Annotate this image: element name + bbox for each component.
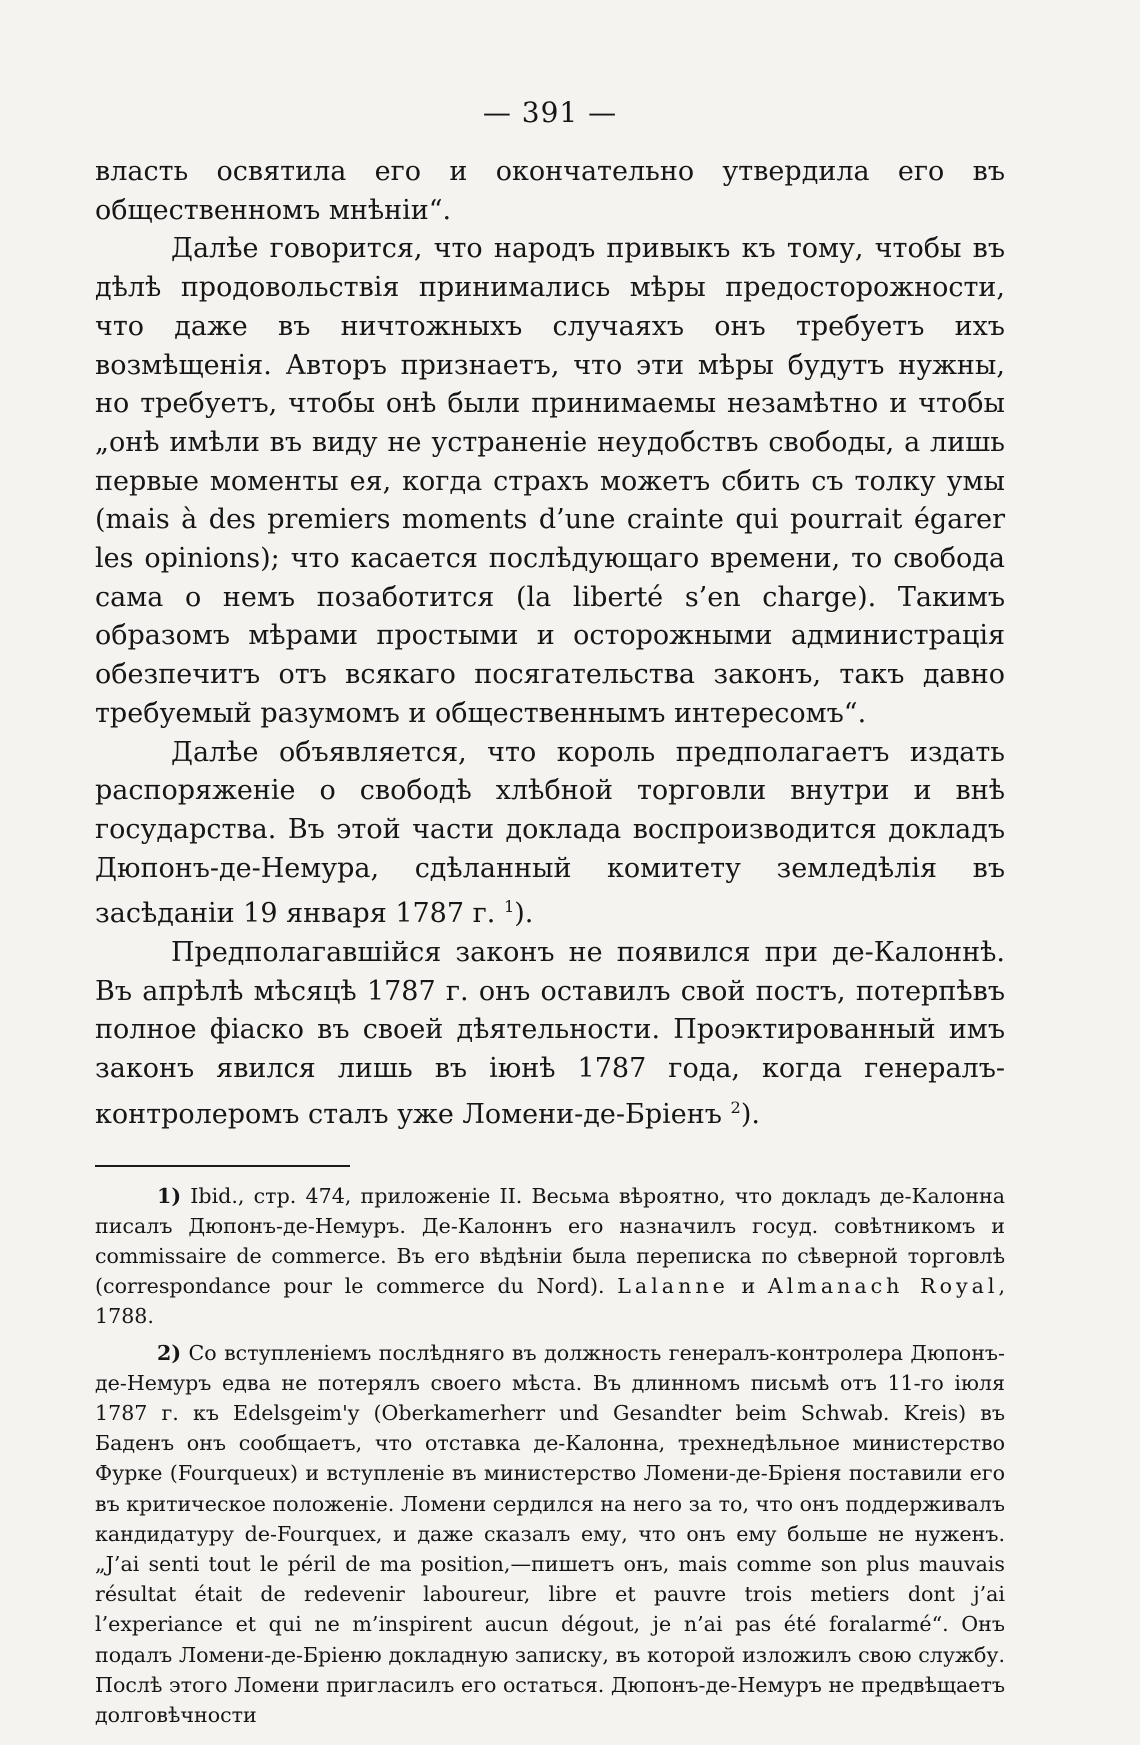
footnote-ref-1[interactable]: 1 [503, 897, 515, 917]
footnote-1-mark: 1) [157, 1183, 182, 1208]
footnote-2-mark: 2) [157, 1340, 182, 1365]
main-text [95, 153, 1005, 1135]
footnote-1-year: , 1788. [95, 1274, 1006, 1329]
footnote-divider [95, 1165, 350, 1167]
footnotes [95, 1181, 1005, 1731]
document-page [95, 95, 1006, 1728]
footnote-1-joiner: и [741, 1274, 756, 1299]
footnote-2 [95, 1338, 1005, 1731]
footnote-2-text: Со вступленіемъ послѣдняго въ должность генералъ-контролера Дюпонъ-де-Немуръ едва не потерялъ своего мѣста. Въ длинномъ письмѣ отъ 11-го іюля 1787 г. къ Edelsgeim'y (Oberkamerherr und Gesandter beim Schwab. Kreis) въ Баденъ онъ сообщаетъ, что отставка де-Калонна, трехнедѣльное министерство Фурке (Fourqueux) и вступленіе въ министерство Ломени-де-Бріеня поставили его въ критическое положеніе. Ломени сердился на него за то, что онъ поддерживалъ кандидатуру de-Fourquex, и даже сказалъ ему, что онъ ему больше не нуженъ. „J’ai senti tout le péril de ma position,—пишетъ онъ, mais comme son plus mauvais résultat était de redevenir laboureur, libre et pauvre trois metiers dont j’ai l’experiance et qui ne m’inspirent aucun dégout, je n’ai pas été foralarmé“. Онъ подалъ Ломени-де-Бріеню докладную записку, въ которой изложилъ свою службу. Послѣ этого Ломени пригласилъ его остаться. Дюпонъ-де-Немуръ не предвѣщаетъ долговѣчности [95, 1340, 1005, 1728]
footnote-ref-2[interactable]: 2 [730, 1097, 741, 1117]
footnote-1-source: Almanach Royal [767, 1274, 999, 1299]
paragraph-4 [95, 934, 1005, 1135]
paragraph-3-text: Далѣе объявляется, что король предполагаетъ издать распоряженіе о свободѣ хлѣбной торговли внутри и внѣ государства. Въ этой части доклада воспроизводится докладъ Дюпонъ-де-Немура, сдѣланный комитету земледѣлія въ засѣданіи 19 января 1787 г. [95, 736, 1005, 930]
footnote-1-text: Ibid., стр. 474, приложеніе II. Весьма вѣроятно, что докладъ де-Калонна писалъ Дюпонъ-де-Немуръ. Де-Калоннъ его назначилъ госуд. совѣтникомъ и commissaire de commerce. Въ его вѣдѣніи была переписка по сѣверной торговлѣ (correspondance pour le commerce du Nord). [95, 1183, 1006, 1299]
paragraph-4-tail: ). [740, 1098, 760, 1130]
paragraph-2: Далѣе говорится, что народъ привыкъ къ тому, чтобы въ дѣлѣ продовольствія принимались мѣры предосторожности, что даже въ ничтожныхъ случаяхъ онъ требуетъ ихъ возмѣщенія. Авторъ признаетъ, что эти мѣры будутъ нужны, но требуетъ, чтобы онѣ были принимаемы незамѣтно и чтобы „онѣ имѣли въ виду не устраненіе неудобствъ свободы, а лишь первые моменты ея, когда страхъ можетъ сбить съ толку умы (mais à des premiers moments d’une crainte qui pourrait égarer les opinions); что касается послѣдующаго времени, то свобода сама о немъ позаботится (la liberté s’en charge). Такимъ образомъ мѣрами простыми и осторожными администрація обезпечитъ отъ всякаго посягательства законъ, такъ давно требуемый разумомъ и общественнымъ интересомъ“. [95, 233, 1005, 729]
paragraph-3-tail: ). [514, 898, 534, 930]
paragraph-1: власть освятила его и окончательно утвердила его въ общественномъ мнѣніи“. [95, 156, 1005, 226]
footnote-1 [95, 1181, 1005, 1332]
page-number: — 391 — [482, 96, 618, 129]
footnote-1-author: Lalanne [617, 1274, 729, 1299]
paragraph-3 [95, 734, 1005, 935]
paragraph-4-text: Предполагавшійся законъ не появился при де-Калоннѣ. Въ апрѣлѣ мѣсяцѣ 1787 г. онъ оставилъ свой постъ, потерпѣвъ полное фіаско въ своей дѣятельности. Проэктированный имъ законъ явился лишь въ іюнѣ 1787 года, когда генералъ-контролеромъ сталъ уже Ломени-де-Бріенъ [95, 937, 1005, 1130]
